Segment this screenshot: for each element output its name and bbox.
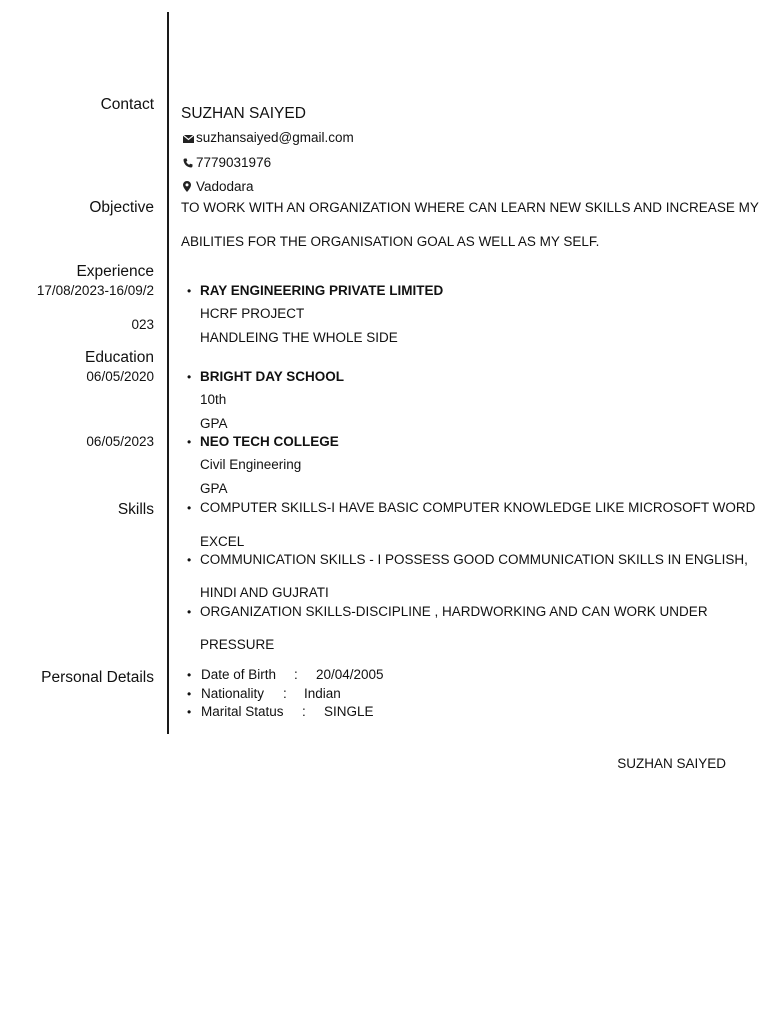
education-degree-2: Civil Engineering: [200, 457, 302, 472]
objective-line-2: ABILITIES FOR THE ORGANISATION GOAL AS WELL AS MY SELF.: [181, 234, 600, 249]
bullet-marker: •: [187, 435, 192, 449]
personal-marital-label: Marital Status: [201, 704, 284, 719]
bullet-marker: •: [187, 605, 192, 619]
bullet-marker: •: [187, 705, 192, 719]
heading-objective: Objective: [89, 199, 154, 216]
education-degree-1: 10th: [200, 392, 227, 407]
personal-dob-value: 20/04/2005: [316, 667, 384, 682]
phone-text: 7779031976: [196, 155, 272, 170]
personal-nationality-sep: :: [283, 686, 287, 701]
column-divider: [167, 12, 169, 734]
location-text: Vadodara: [196, 179, 254, 194]
education-institution-2: NEO TECH COLLEGE: [200, 434, 339, 449]
objective-line-1: TO WORK WITH AN ORGANIZATION WHERE CAN LEARN NEW SKILLS AND INCREASE MY: [181, 200, 759, 215]
experience-project: HCRF PROJECT: [200, 306, 305, 321]
skill-3-line-2: PRESSURE: [200, 637, 275, 652]
skill-2-line-2: HINDI AND GUJRATI: [200, 585, 329, 600]
heading-contact: Contact: [100, 96, 154, 113]
email-text: suzhansaiyed@gmail.com: [196, 130, 354, 145]
signature-name: SUZHAN SAIYED: [617, 756, 726, 771]
bullet-marker: •: [187, 687, 192, 701]
education-date-2: 06/05/2023: [86, 434, 154, 449]
heading-skills: Skills: [117, 501, 154, 518]
bullet-marker: •: [187, 553, 192, 567]
bullet-marker: •: [187, 501, 192, 515]
bullet-marker: •: [187, 284, 192, 298]
education-grade-1: GPA: [200, 416, 228, 431]
personal-marital-sep: :: [302, 704, 306, 719]
personal-nationality-label: Nationality: [201, 686, 265, 701]
personal-nationality-value: Indian: [304, 686, 341, 701]
skill-1-line-2: EXCEL: [200, 534, 245, 549]
map-pin-icon: [183, 180, 196, 195]
envelope-icon: [183, 131, 196, 146]
heading-experience: Experience: [76, 263, 154, 280]
experience-company: RAY ENGINEERING PRIVATE LIMITED: [200, 283, 444, 298]
personal-dob-sep: :: [294, 667, 298, 682]
skill-3-line-1: ORGANIZATION SKILLS-DISCIPLINE , HARDWORKING AND CAN WORK UNDER: [200, 604, 708, 619]
personal-marital-value: SINGLE: [324, 704, 374, 719]
bullet-marker: •: [187, 668, 192, 682]
education-date-1: 06/05/2020: [86, 369, 154, 384]
skill-2-line-1: COMMUNICATION SKILLS - I POSSESS GOOD COMMUNICATION SKILLS IN ENGLISH,: [200, 552, 748, 567]
email-row: [183, 130, 354, 146]
phone-icon: [183, 156, 196, 171]
bullet-marker: •: [187, 370, 192, 384]
experience-dates-line1: 17/08/2023-16/09/2: [36, 283, 154, 298]
education-institution-1: BRIGHT DAY SCHOOL: [200, 369, 345, 384]
phone-row: [183, 155, 271, 171]
heading-education: Education: [85, 349, 154, 366]
personal-dob-label: Date of Birth: [201, 667, 277, 682]
education-grade-2: GPA: [200, 481, 228, 496]
candidate-name: SUZHAN SAIYED: [181, 105, 306, 122]
skill-1-line-1: COMPUTER SKILLS-I HAVE BASIC COMPUTER KNOWLEDGE LIKE MICROSOFT WORD: [200, 500, 756, 515]
location-row: [183, 179, 254, 195]
heading-personal-details: Personal Details: [41, 669, 154, 686]
experience-dates-line2: 023: [131, 317, 154, 332]
experience-role: HANDLEING THE WHOLE SIDE: [200, 330, 398, 345]
